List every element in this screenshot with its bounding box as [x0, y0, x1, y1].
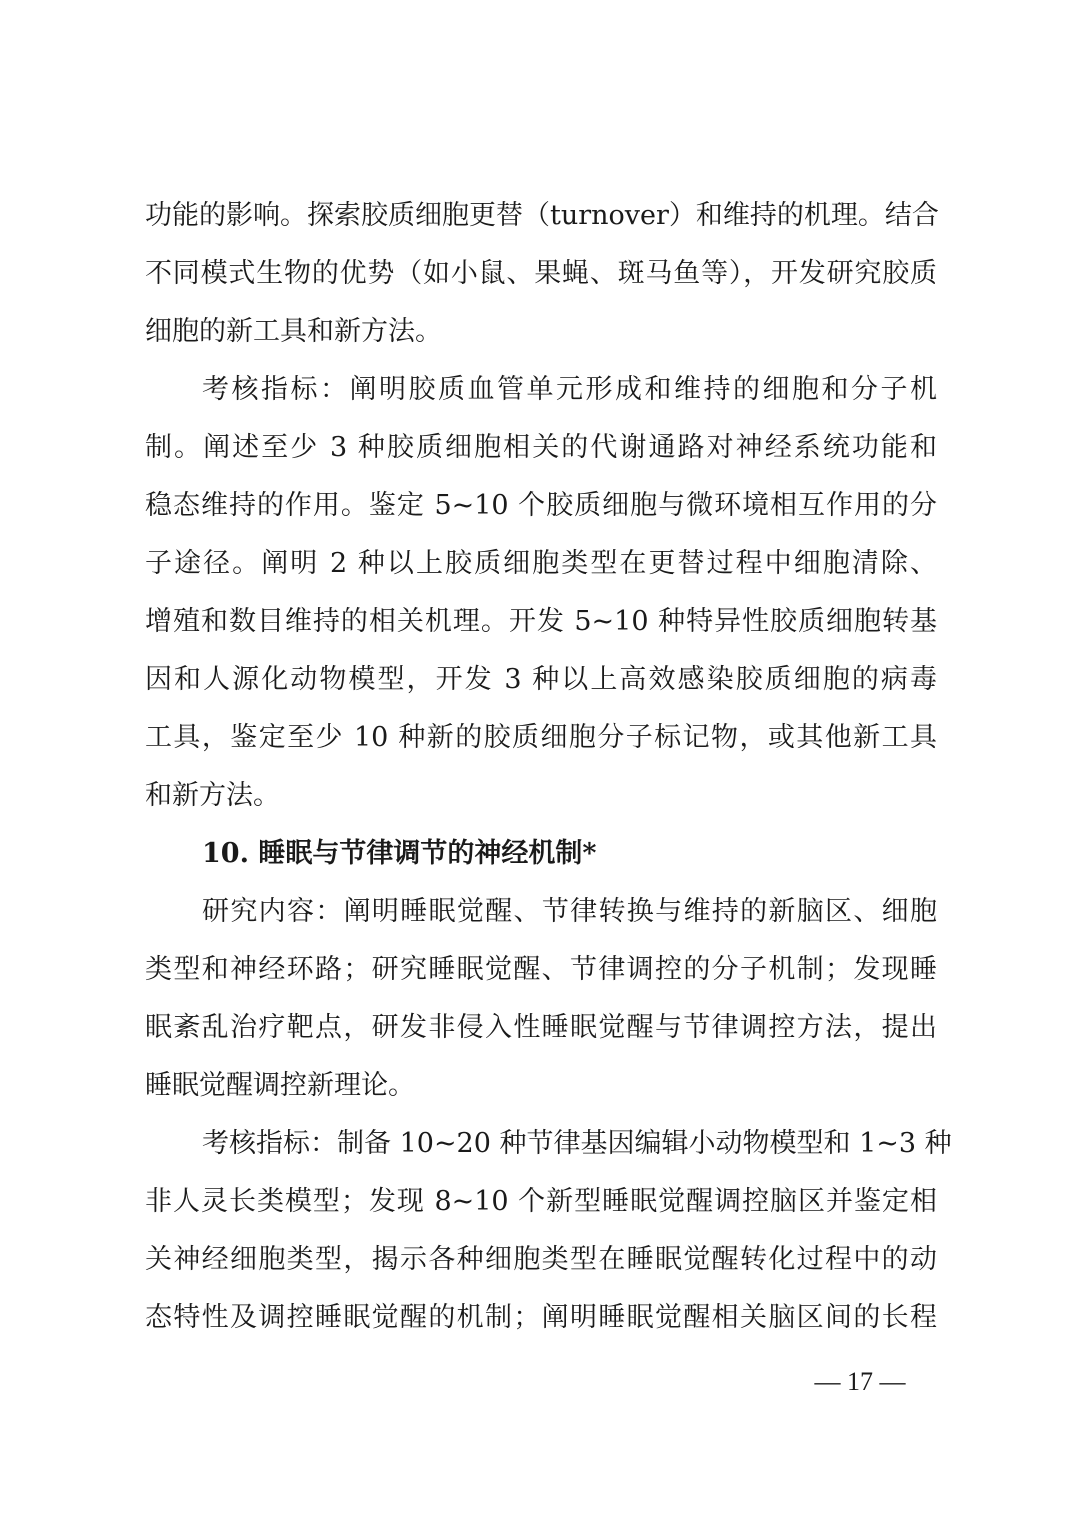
paragraph-continuation: [145, 187, 937, 361]
text-line: 子途径。阐明 2 种以上胶质细胞类型在更替过程中细胞清除、: [145, 548, 937, 579]
text-line: 关神经细胞类型，揭示各种细胞类型在睡眠觉醒转化过程中的动: [145, 1244, 937, 1275]
text-line: 非人灵长类模型；发现 8~10 个新型睡眠觉醒调控脑区并鉴定相: [145, 1186, 937, 1217]
text-line: 因和人源化动物模型，开发 3 种以上高效感染胶质细胞的病毒: [145, 664, 937, 695]
text-line: 眠紊乱治疗靶点，研发非侵入性睡眠觉醒与节律调控方法，提出: [145, 1012, 937, 1043]
paragraph-research-content: [145, 883, 937, 1115]
text-line: 研究内容：阐明睡眠觉醒、节律转换与维持的新脑区、细胞: [202, 896, 937, 927]
text-line: 制。阐述至少 3 种胶质细胞相关的代谢通路对神经系统功能和: [145, 432, 937, 463]
text-line: 考核指标：制备 10~20 种节律基因编辑小动物模型和 1~3 种: [202, 1128, 952, 1159]
text-line: 增殖和数目维持的相关机理。开发 5~10 种特异性胶质细胞转基: [145, 606, 937, 637]
text-line: 和新方法。: [145, 780, 280, 811]
text-line: 态特性及调控睡眠觉醒的机制；阐明睡眠觉醒相关脑区间的长程: [145, 1302, 937, 1333]
section-heading: [145, 825, 937, 883]
text-line: 不同模式生物的优势（如小鼠、果蝇、斑马鱼等），开发研究胶质: [145, 258, 937, 289]
text-line: 睡眠觉醒调控新理论。: [145, 1070, 415, 1101]
document-page: [145, 187, 952, 1347]
section-title: 10. 睡眠与节律调节的神经机制*: [202, 838, 597, 869]
text-line: 稳态维持的作用。鉴定 5~10 个胶质细胞与微环境相互作用的分: [145, 490, 937, 521]
paragraph-assessment-indicators-sleep: [145, 1115, 952, 1347]
text-line: 工具，鉴定至少 10 种新的胶质细胞分子标记物，或其他新工具: [145, 722, 937, 753]
text-line: 功能的影响。探索胶质细胞更替（turnover）和维持的机理。结合: [145, 200, 939, 231]
paragraph-assessment-indicators-glia: [145, 361, 937, 825]
page-number: — 17 —: [814, 1367, 906, 1396]
text-line: 类型和神经环路；研究睡眠觉醒、节律调控的分子机制；发现睡: [145, 954, 937, 985]
text-line: 细胞的新工具和新方法。: [145, 316, 442, 347]
text-line: 考核指标：阐明胶质血管单元形成和维持的细胞和分子机: [202, 374, 937, 405]
